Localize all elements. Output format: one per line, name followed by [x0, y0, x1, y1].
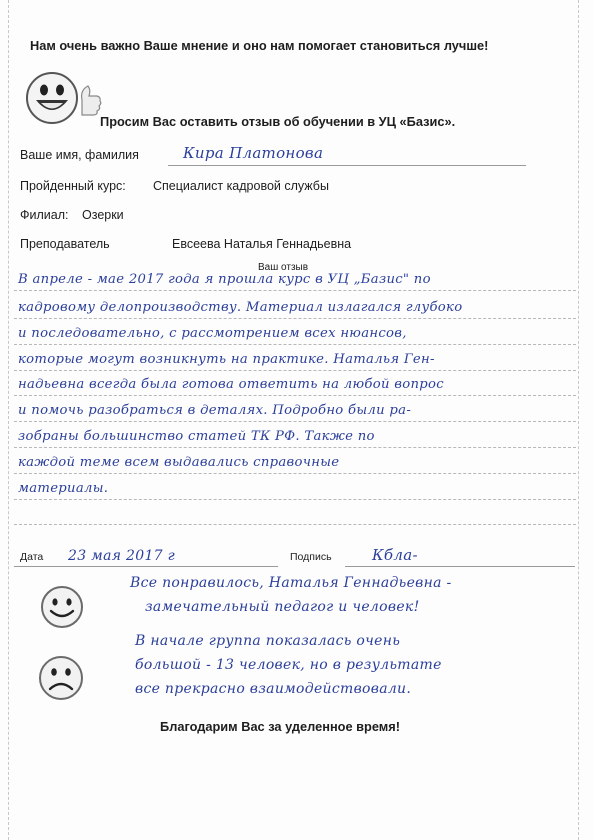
- slogan: Нам очень важно Ваше мнение и оно нам помогает становиться лучше!: [30, 38, 489, 53]
- review-line: и последовательно, с рассмотрением всех нюансов,: [18, 326, 407, 341]
- teacher-label: Преподаватель: [20, 237, 110, 251]
- name-line: [168, 165, 526, 166]
- review-line: В апреле - мае 2017 года я прошла курс в УЦ „Базис" по: [18, 272, 431, 287]
- review-rule: [14, 370, 576, 371]
- right-edge-line: [578, 0, 579, 840]
- review-line: материалы.: [18, 481, 109, 496]
- branch-label: Филиал:: [20, 208, 69, 222]
- review-rule: [14, 499, 576, 500]
- name-label: Ваше имя, фамилия: [20, 148, 139, 162]
- signature-line: [345, 566, 575, 567]
- review-rule: [14, 344, 576, 345]
- review-rule: [14, 524, 576, 525]
- smiley-thumbs-up-icon: [24, 70, 104, 126]
- review-line: надьевна всегда была готова ответить на любой вопрос: [18, 377, 444, 392]
- course-label: Пройденный курс:: [20, 179, 126, 193]
- signature-label: Подпись: [290, 551, 332, 563]
- review-line: каждой теме всем выдавались справочные: [18, 455, 340, 470]
- negative-line: В начале группа показалась очень: [135, 633, 401, 649]
- review-title: Ваш отзыв: [258, 262, 309, 273]
- review-line: и помочь разобраться в деталях. Подробно были ра-: [18, 403, 412, 418]
- review-rule: [14, 421, 576, 422]
- happy-face-icon: [40, 585, 84, 629]
- review-line: зобраны большинство статей ТК РФ. Также по: [18, 429, 375, 444]
- review-line: кадровому делопроизводству. Материал излагался глубоко: [18, 300, 463, 315]
- thanks-footer: Благодарим Вас за уделенное время!: [160, 719, 400, 734]
- date-value: 23 мая 2017 г: [68, 548, 175, 564]
- request-heading: Просим Вас оставить отзыв об обучении в УЦ «Базис».: [100, 114, 456, 129]
- course-value: Специалист кадровой службы: [153, 179, 329, 193]
- review-rule: [14, 395, 576, 396]
- review-rule: [14, 447, 576, 448]
- review-rule: [14, 318, 576, 319]
- left-edge-line: [8, 0, 9, 840]
- date-label: Дата: [20, 551, 44, 563]
- negative-line: большой - 13 человек, но в результате: [135, 657, 442, 673]
- negative-line: все прекрасно взаимодействовали.: [135, 681, 412, 697]
- sad-face-icon: [38, 655, 84, 701]
- review-rule: [14, 473, 576, 474]
- signature-value: Кбла-: [372, 546, 418, 564]
- date-line: [14, 566, 278, 567]
- positive-line: Все понравилось, Наталья Геннадьевна -: [130, 575, 452, 591]
- review-line: которые могут возникнуть на практике. Наталья Ген-: [18, 352, 435, 367]
- name-value: Кира Платонова: [183, 144, 324, 162]
- review-rule: [14, 290, 576, 291]
- branch-value: Озерки: [82, 208, 124, 222]
- teacher-value: Евсеева Наталья Геннадьевна: [172, 237, 352, 251]
- positive-line: замечательный педагог и человек!: [145, 599, 420, 615]
